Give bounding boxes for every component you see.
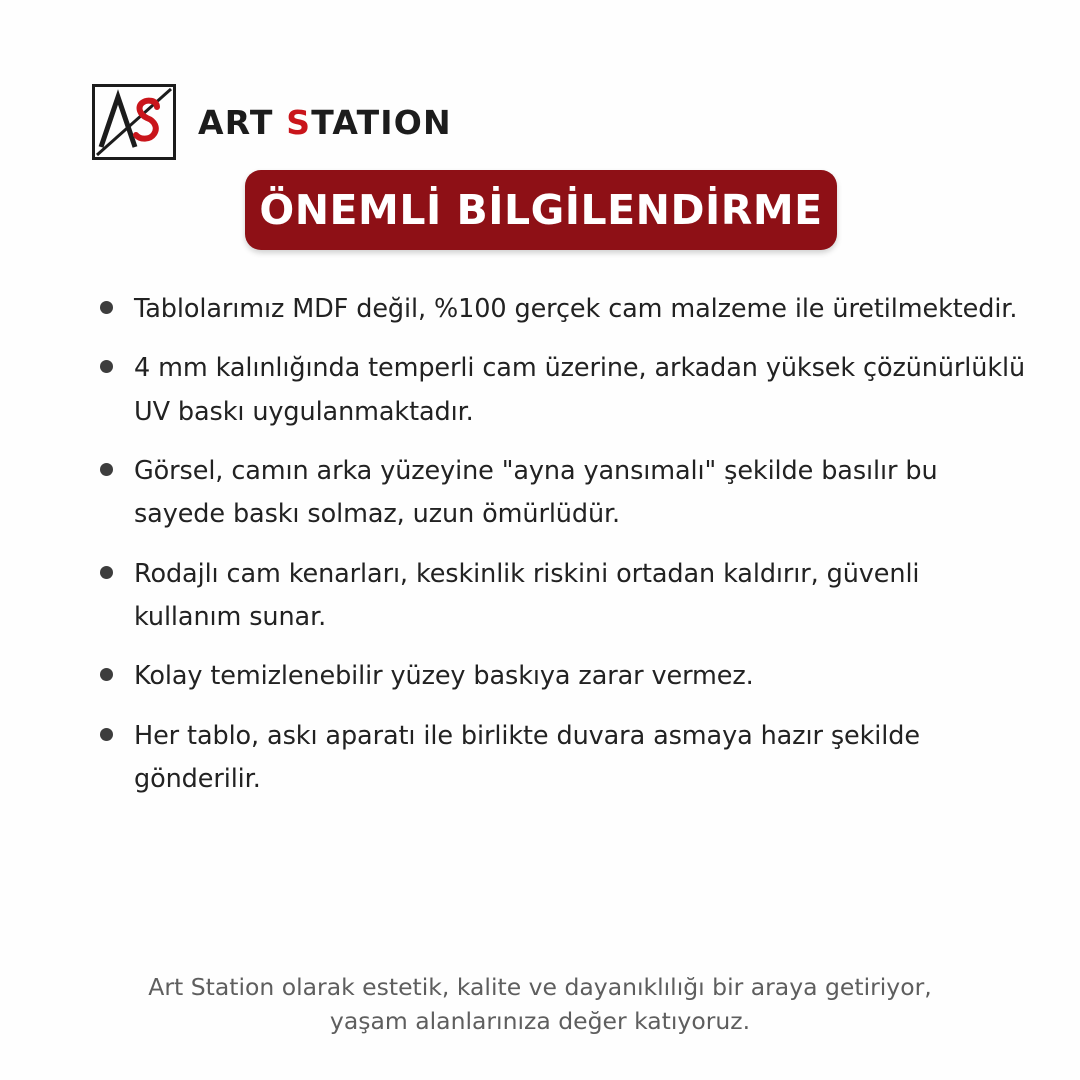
bullet-icon	[100, 566, 113, 579]
list-item-text: Her tablo, askı aparatı ile birlikte duvara asmaya hazır şekilde gönderilir.	[134, 720, 920, 795]
feature-list	[100, 288, 1030, 817]
list-item	[100, 715, 1030, 802]
list-item	[100, 553, 1030, 640]
list-item	[100, 450, 1030, 537]
list-item-text: 4 mm kalınlığında temperli cam üzerine, arkadan yüksek çözünürlüklü UV baskı uygulanmaktadır.	[134, 353, 1026, 427]
list-item-text: Kolay temizlenebilir yüzey baskıya zarar vermez.	[134, 661, 754, 692]
list-item	[100, 288, 1030, 331]
title-banner	[245, 170, 837, 250]
list-item-text: Görsel, camın arka yüzeyine "ayna yansımalı" şekilde basılır bu sayede baskı solmaz, uzun ömürlüdür.	[134, 456, 938, 530]
as-monogram-icon	[92, 84, 176, 160]
footer-line-2: yaşam alanlarınıza değer katıyoruz.	[329, 1006, 751, 1035]
brand-word-tation: TATION	[311, 102, 452, 142]
list-item-text: Rodajlı cam kenarları, keskinlik riskini ortadan kaldırır, güvenli kullanım sunar.	[134, 558, 920, 633]
bullet-icon	[100, 668, 113, 681]
list-item	[100, 347, 1030, 434]
banner-title: ÖNEMLİ BİLGİLENDİRME	[259, 186, 823, 234]
bullet-icon	[100, 463, 113, 476]
brand-word-art: ART	[198, 102, 287, 142]
bullet-icon	[100, 728, 113, 741]
footer-tagline	[0, 970, 1080, 1038]
brand-letter-s: S	[286, 102, 312, 142]
footer-line-1: Art Station olarak estetik, kalite ve dayanıklılığı bir araya getiriyor,	[148, 972, 932, 1001]
brand-logo	[92, 84, 452, 160]
list-item	[100, 655, 1030, 698]
bullet-icon	[100, 301, 113, 314]
bullet-icon	[100, 360, 113, 373]
list-item-text: Tablolarımız MDF değil, %100 gerçek cam malzeme ile üretilmektedir.	[134, 294, 1018, 324]
brand-wordmark	[198, 103, 452, 142]
